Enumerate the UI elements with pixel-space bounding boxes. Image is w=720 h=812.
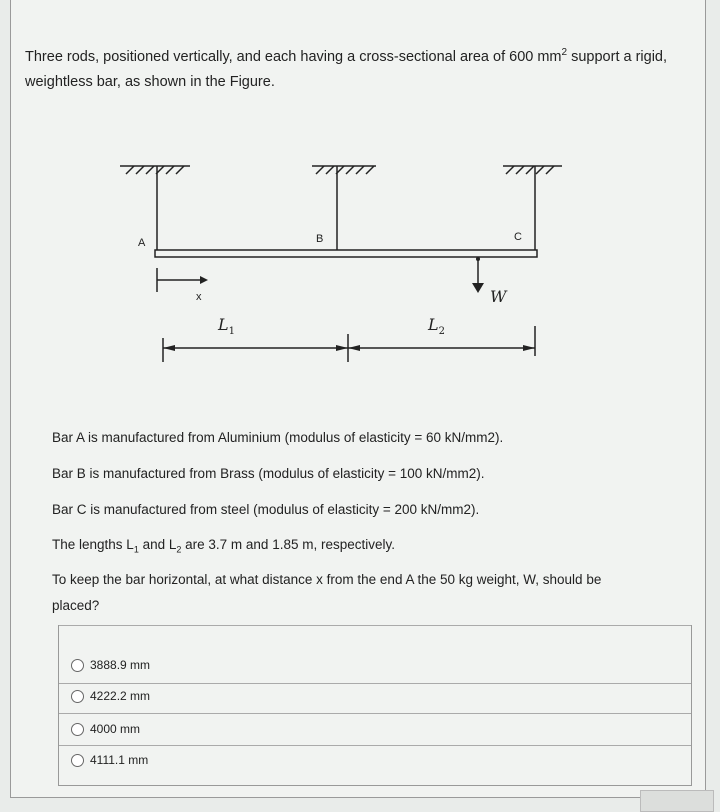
label-c: C [514, 231, 522, 243]
rigid-bar [155, 250, 537, 257]
option-label: 3888.9 mm [90, 658, 151, 672]
intro-text: Three rods, positioned vertically, and each having a cross-sectional area of 600 mm [25, 48, 562, 65]
label-l2: $L_2$ [428, 315, 445, 337]
bar-a-text: Bar A is manufactured from Aluminium (modulus of elasticity = 60 kN/mm2). [52, 430, 504, 445]
hatch-c [503, 166, 562, 174]
option-3[interactable] [71, 722, 140, 736]
intro-text-2: support a rigid, weightless bar, as shown in the Figure. [25, 48, 668, 90]
option-4[interactable] [71, 753, 148, 767]
hatch-a [120, 166, 190, 174]
lengths-text: The lengths $L_1$ and $L_2$ are 3.7 m and 1.85 m, respectively. [52, 537, 395, 555]
option-label: 4000 mm [90, 722, 141, 736]
radio-button[interactable] [71, 723, 84, 736]
label-a: A [138, 237, 146, 249]
prompt-text: To keep the bar horizontal, at what distance x from the end A the 50 kg weight, W, should be [52, 572, 602, 587]
intro-superscript: 2 [561, 47, 568, 58]
label-w: W [490, 287, 507, 306]
prompt-text-2: placed? [52, 598, 100, 613]
radio-button[interactable] [71, 690, 84, 703]
option-2[interactable] [71, 689, 150, 703]
option-1[interactable] [71, 658, 150, 672]
hatch-b [312, 166, 376, 174]
next-button[interactable] [640, 790, 714, 812]
supports [120, 166, 562, 362]
bar-b-text: Bar B is manufactured from Brass (modulus of elasticity = 100 kN/mm2). [52, 466, 485, 481]
radio-button[interactable] [71, 659, 84, 672]
answer-options [58, 625, 692, 786]
bar-c-text: Bar C is manufactured from steel (modulus of elasticity = 200 kN/mm2). [52, 502, 480, 517]
option-label: 4111.1 mm [90, 753, 149, 767]
label-l1: $L_1$ [218, 315, 235, 337]
radio-button[interactable] [71, 754, 84, 767]
label-b: B [316, 233, 324, 245]
label-x: x [196, 291, 202, 303]
option-label: 4222.2 mm [90, 689, 151, 703]
